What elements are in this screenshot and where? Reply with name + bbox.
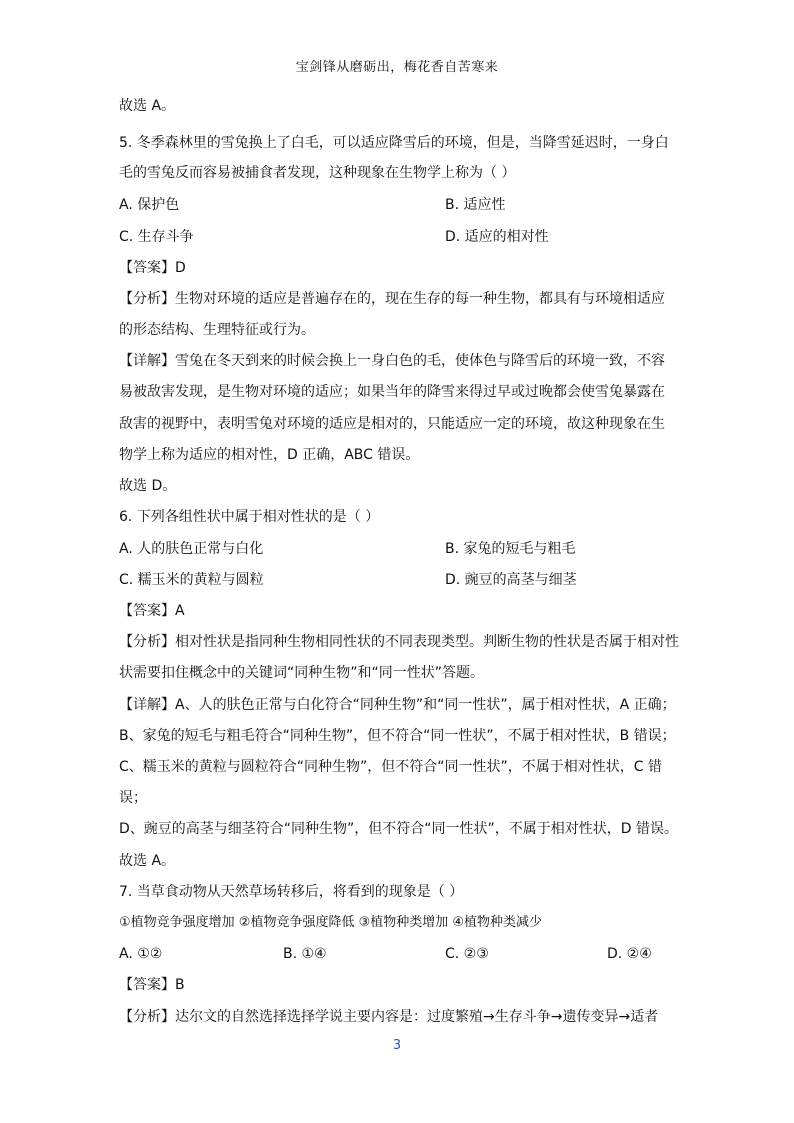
q6-explanation-cont: 误；: [119, 790, 147, 806]
q6-option-c: C. 糯玉米的黄粒与圆粒: [119, 572, 264, 588]
q5-explanation-cont: 易被敌害发现，是生物对环境的适应；如果当年的降雪来得过早或过晚都会使雪兔暴露在: [119, 384, 665, 400]
q5-conclusion: 故选 D。: [119, 478, 177, 494]
q6-conclusion: 故选 A。: [119, 853, 176, 869]
q7-answer: 【答案】B: [119, 977, 185, 993]
q5-option-c: C. 生存斗争: [119, 229, 194, 245]
q5-analysis: 【分析】生物对环境的适应是普遍存在的，现在生存的每一种生物，都具有与环境相适应: [119, 291, 665, 307]
q5-explanation: 【详解】雪兔在冬天到来的时候会换上一身白色的毛，使体色与降雪后的环境一致，不容: [119, 353, 665, 369]
q6-answer: 【答案】A: [119, 603, 185, 619]
q5-option-b: B. 适应性: [445, 197, 506, 213]
text-line: 故选 A。: [119, 98, 176, 114]
question-7-stem: 7. 当草食动物从天然草场转移后，将看到的现象是（ ）: [119, 884, 464, 900]
q5-explanation-cont: 敌害的视野中，表明雪兔对环境的适应是相对的，只能适应一定的环境，故这种现象在生: [119, 416, 665, 432]
q6-option-b: B. 家兔的短毛与粗毛: [445, 541, 576, 557]
q7-analysis: 【分析】达尔文的自然选择选择学说主要内容是：过度繁殖→生存斗争→遗传变异→适者: [119, 1009, 659, 1025]
q6-analysis: 【分析】相对性状是指同种生物相同性状的不同表现类型。判断生物的性状是否属于相对性: [119, 634, 679, 650]
q5-option-d: D. 适应的相对性: [445, 229, 549, 245]
q7-option-a: A. ①②: [119, 946, 163, 962]
q5-option-a: A. 保护色: [119, 197, 180, 213]
q6-option-a: A. 人的肤色正常与白化: [119, 541, 264, 557]
q7-option-d: D. ②④: [607, 946, 652, 962]
q6-explanation: 【详解】A、人的肤色正常与白化符合“同种生物”和“同一性状”，属于相对性状，A 正确；: [119, 697, 676, 713]
q6-explanation-cont: C、糯玉米的黄粒与圆粒符合“同种生物”，但不符合“同一性状”，不属于相对性状，C 错: [119, 759, 663, 775]
q6-explanation-cont: B、家兔的短毛与粗毛符合“同种生物”，但不符合“同一性状”，不属于相对性状，B 错误；: [119, 728, 676, 744]
q5-answer: 【答案】D: [119, 260, 186, 276]
q6-analysis-cont: 状需要扣住概念中的关键词“同种生物”和“同一性状”答题。: [119, 665, 485, 681]
q7-option-c: C. ②③: [445, 946, 489, 962]
page-number: 3: [392, 1038, 402, 1053]
question-6-stem: 6. 下列各组性状中属于相对性状的是（ ）: [119, 509, 380, 525]
q6-explanation-cont: D、豌豆的高茎与细茎符合“同种生物”，但不符合“同一性状”，不属于相对性状，D 错误。: [119, 821, 679, 837]
question-5-stem-cont: 毛的雪兔反而容易被捕食者发现，这种现象在生物学上称为（ ）: [119, 165, 516, 181]
question-5-stem: 5. 冬季森林里的雪兔换上了白毛，可以适应降雪后的环境，但是，当降雪延迟时，一身白: [119, 135, 669, 151]
q6-option-d: D. 豌豆的高茎与细茎: [445, 572, 577, 588]
q5-analysis-cont: 的形态结构、生理特征或行为。: [119, 322, 315, 338]
q5-explanation-cont: 物学上称为适应的相对性，D 正确，ABC 错误。: [119, 447, 420, 463]
q7-statements: ①植物竞争强度增加 ②植物竞争强度降低 ③植物种类增加 ④植物种类减少: [119, 915, 543, 930]
q7-option-b: B. ①④: [283, 946, 327, 962]
page-header-motto: 宝剑锋从磨砺出，梅花香自苦寒来: [295, 60, 499, 75]
